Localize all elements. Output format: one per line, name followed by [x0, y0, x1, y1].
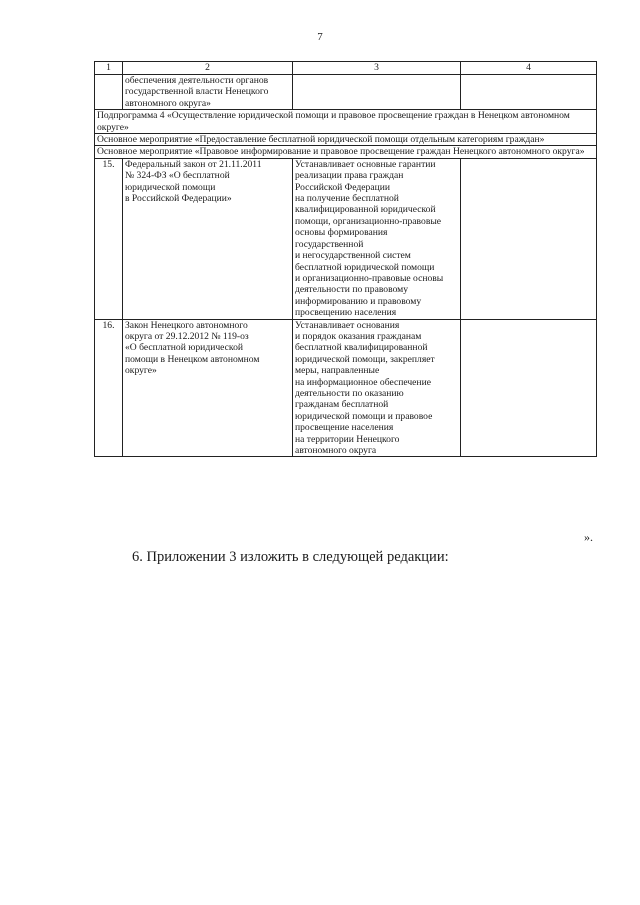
table-row [95, 158, 597, 319]
act-cell: Федеральный закон от 21.11.2011 № 324-ФЗ «О бесплатной юридической помощи в Российской Федерации» [123, 158, 293, 319]
header-cell: 1 [95, 62, 123, 75]
table-row [95, 319, 597, 457]
amendment-instruction: 6. Приложении 3 изложить в следующей редакции: [132, 549, 449, 565]
subprogram-title: Подпрограмма 4 «Осуществление юридической помощи и правовое просвещение граждан в Ненецком автономном округе» [95, 110, 597, 134]
continuation-row [95, 75, 597, 110]
row-number-cell: 16. [95, 319, 123, 457]
table-header-row [95, 62, 597, 75]
act-cell: обеспечения деятельности органов государственной власти Ненецкого автономного округа» [123, 75, 293, 110]
measure-title: Основное мероприятие «Правовое информирование и правовое просвещение граждан Ненецкого автономного округа» [95, 146, 597, 158]
header-cell: 2 [123, 62, 293, 75]
header-cell: 3 [293, 62, 461, 75]
empty-cell [461, 319, 597, 457]
measure-row [95, 146, 597, 158]
act-cell: Закон Ненецкого автономного округа от 29.12.2012 № 119-оз «О бесплатной юридической помощи в Ненецком автономном округе» [123, 319, 293, 457]
empty-cell [461, 158, 597, 319]
row-number-cell: 15. [95, 158, 123, 319]
description-cell: Устанавливает основания и порядок оказания гражданам бесплатной квалифицированной юридической помощи, закрепляет меры, направленные на информационное обеспечение деятельности по оказанию гражданам бесплатной юридической помощи и правовое просвещение населения на территории Ненецкого автономного округа [293, 319, 461, 457]
measure-title: Основное мероприятие «Предоставление бесплатной юридической помощи отдельным категориям граждан» [95, 134, 597, 146]
empty-cell [461, 75, 597, 110]
closing-quote: ». [584, 530, 593, 544]
header-cell: 4 [461, 62, 597, 75]
measure-row [95, 134, 597, 146]
description-cell [293, 75, 461, 110]
page-number: 7 [317, 31, 323, 43]
subprogram-row [95, 110, 597, 134]
row-number-cell [95, 75, 123, 110]
legal-acts-table [94, 61, 597, 457]
description-cell: Устанавливает основные гарантии реализации права граждан Российской Федерации на получение бесплатной квалифицированной юридической помощи, организационно-правовые основы формирования государственной и негосударственной систем бесплатной юридической помощи и организационно-правовые основы деятельности по правовому информированию и правовому просвещению населения [293, 158, 461, 319]
